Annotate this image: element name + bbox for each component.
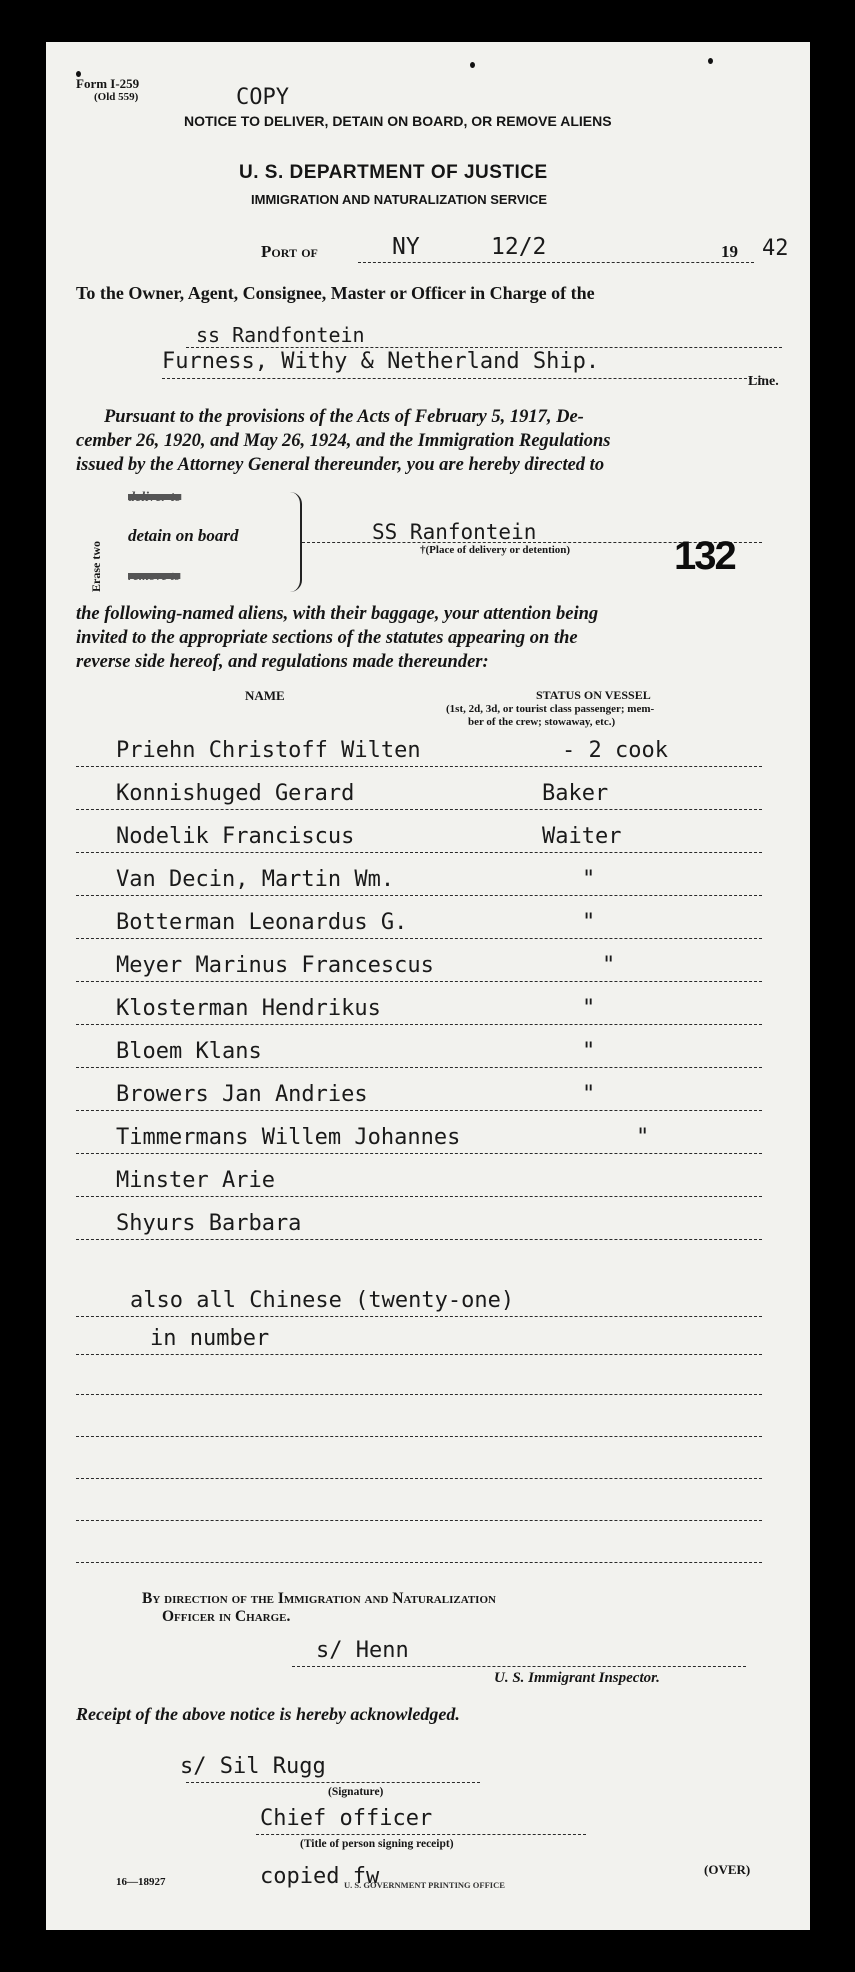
blank-row-line [76, 1436, 762, 1437]
alien-status: " [636, 1125, 650, 1150]
status-header: STATUS ON VESSEL [536, 688, 651, 702]
service-title: IMMIGRATION AND NATURALIZATION SERVICE [251, 192, 548, 207]
remove-to-option: remove to [128, 568, 181, 583]
alien-name: Shyurs Barbara [116, 1211, 302, 1236]
blank-row-line [76, 1354, 762, 1355]
stamp-number: 132 [674, 534, 735, 578]
alien-name: Timmermans Willem Johannes [116, 1125, 461, 1150]
year-value: 42 [762, 236, 789, 261]
form-code: 16—18927 [116, 1876, 166, 1888]
form-number: Form I-259 [76, 76, 140, 91]
status-note-1: (1st, 2d, 3d, or tourist class passenger; mem- [446, 703, 655, 715]
blank-row-line [76, 1520, 762, 1521]
alien-name: Minster Arie [116, 1168, 275, 1193]
alien-status: " [602, 953, 616, 978]
alien-name: Botterman Leonardus G. [116, 910, 408, 935]
ink-speck [470, 62, 475, 68]
alien-status: " [582, 867, 596, 892]
line-dotted-line [162, 378, 762, 379]
alien-name: Browers Jan Andries [116, 1082, 368, 1107]
direction-line-1: By direction of the Immigration and Naturalization [142, 1590, 496, 1607]
alien-row-line [76, 981, 762, 982]
department-title: U. S. DEPARTMENT OF JUSTICE [239, 162, 548, 183]
alien-row-line [76, 1067, 762, 1068]
line-company: Furness, Withy & Netherland Ship. [162, 349, 600, 374]
alien-status: Waiter [542, 824, 622, 849]
alien-name: Bloem Klans [116, 1039, 262, 1064]
signature-dotted-line [292, 1666, 746, 1667]
port-value: NY [392, 234, 420, 260]
receipt-title-line [256, 1834, 586, 1835]
alien-name: Nodelik Franciscus [116, 824, 355, 849]
erase-two-label: Erase two [89, 541, 103, 592]
signature-caption: (Signature) [328, 1786, 384, 1798]
detain-on-board-option: detain on board [128, 526, 239, 545]
port-label: Port of [261, 242, 318, 261]
year-prefix: 19 [721, 242, 738, 261]
alien-name: Meyer Marinus Francescus [116, 953, 434, 978]
alien-row-line [76, 852, 762, 853]
notice-title: NOTICE TO DELIVER, DETAIN ON BOARD, OR REMOVE ALIENS [184, 113, 612, 129]
blank-row-line [76, 1562, 762, 1563]
following-line-3: reverse side hereof, and regulations made thereunder: [76, 652, 489, 672]
extra-line-1: also all Chinese (twenty-one) [130, 1288, 515, 1313]
date-value: 12/2 [491, 234, 547, 260]
alien-row-line [76, 809, 762, 810]
alien-status: " [582, 996, 596, 1021]
alien-status: " [582, 1039, 596, 1064]
alien-row-line [76, 938, 762, 939]
alien-row-line [76, 766, 762, 767]
place-caption: †(Place of delivery or detention) [420, 544, 571, 556]
alien-status: Baker [542, 781, 609, 806]
alien-name: Klosterman Hendrikus [116, 996, 381, 1021]
alien-status: " [582, 910, 596, 935]
pursuant-line-1: Pursuant to the provisions of the Acts of February 5, 1917, De- [104, 407, 584, 427]
alien-name: Konnishuged Gerard [116, 781, 355, 806]
ship-dotted-line [186, 347, 782, 348]
inspector-title: U. S. Immigrant Inspector. [494, 1670, 660, 1686]
alien-status: - 2 cook [562, 738, 668, 763]
options-brace [286, 492, 302, 592]
port-dotted-line [358, 262, 754, 263]
ink-speck [708, 58, 713, 64]
alien-row-line [76, 1196, 762, 1197]
following-line-2: invited to the appropriate sections of the statutes appearing on the [76, 628, 578, 648]
blank-row-line [76, 1478, 762, 1479]
following-line-1: the following-named aliens, with their baggage, your attention being [76, 604, 599, 624]
alien-row-line [76, 1239, 762, 1240]
ship-name: ss Randfontein [196, 323, 365, 347]
extra-line-2: in number [150, 1326, 270, 1351]
status-note-2: ber of the crew; stowaway, etc.) [468, 716, 616, 728]
old-form-number: (Old 559) [94, 91, 139, 103]
alien-row-line [76, 1110, 762, 1111]
blank-row-line [76, 1394, 762, 1395]
place-value: SS Ranfontein [372, 520, 537, 544]
receipt-signature: s/ Sil Rugg [180, 1754, 326, 1779]
receipt-signature-line [186, 1782, 480, 1783]
title-caption: (Title of person signing receipt) [300, 1838, 454, 1850]
alien-row-line [76, 1024, 762, 1025]
copy-mark: COPY [236, 85, 289, 110]
form-page [46, 42, 810, 1930]
alien-status: " [582, 1082, 596, 1107]
addressee-line: To the Owner, Agent, Consignee, Master or Officer in Charge of the [76, 283, 595, 303]
blank-row-line [76, 1316, 762, 1317]
copied-mark: copied fw [260, 1864, 380, 1889]
line-label: Line. [748, 374, 779, 389]
receipt-text: Receipt of the above notice is hereby acknowledged. [76, 1704, 460, 1724]
inspector-signature: s/ Henn [316, 1638, 409, 1663]
printing-office: U. S. GOVERNMENT PRINTING OFFICE [344, 1880, 505, 1890]
over-label: (OVER) [704, 1862, 751, 1877]
receipt-title-value: Chief officer [260, 1806, 433, 1831]
alien-row-line [76, 895, 762, 896]
alien-name: Priehn Christoff Wilten [116, 738, 421, 763]
alien-name: Van Decin, Martin Wm. [116, 867, 395, 892]
name-header: NAME [245, 688, 285, 703]
pursuant-line-2: cember 26, 1920, and May 26, 1924, and the Immigration Regulations [76, 431, 611, 451]
direction-line-2: Officer in Charge. [162, 1608, 291, 1625]
deliver-to-option: deliver to [128, 490, 182, 505]
alien-row-line [76, 1153, 762, 1154]
pursuant-line-3: issued by the Attorney General thereunder, you are hereby directed to [76, 455, 605, 475]
